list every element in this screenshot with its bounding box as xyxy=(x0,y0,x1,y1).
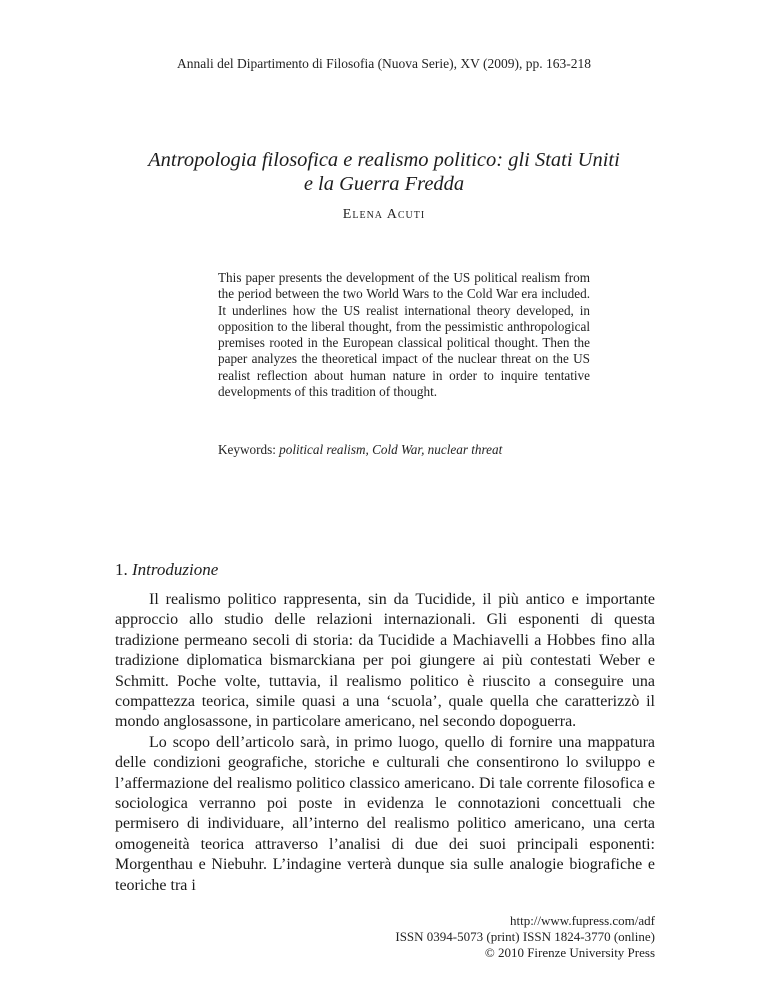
running-head: Annali del Dipartimento di Filosofia (Nuova Serie), XV (2009), pp. 163-218 xyxy=(176,56,592,71)
body-paragraph-1: Il realismo politico rappresenta, sin da Tucidide, il più antico e importante approccio allo studio delle relazioni internazionali. Gli esponenti di questa tradizione permeano secoli di storia: da Tucidide a Machiavelli a Hobbes fino alla tradizione diplomatica bismarckiana per poi giungere ai più contestati Weber e Schmitt. Poche volte, tuttavia, il realismo politico è riuscito a conseguire una compattezza teorica, simile quasi a una ‘scuola’, quale quella che caratterizzò il mondo anglosassone, in particolare americano, nel secondo dopoguerra. xyxy=(115,591,655,731)
footer-issn: ISSN 0394-5073 (print) ISSN 1824-3770 (online) xyxy=(395,929,655,944)
section-title: Introduzione xyxy=(132,560,219,579)
article-title-line-2: e la Guerra Fredda xyxy=(303,173,465,195)
publisher-footer xyxy=(300,913,655,961)
keywords-label: Keywords: xyxy=(218,442,276,457)
keywords xyxy=(218,442,590,458)
footer-url: http://www.fupress.com/adf xyxy=(509,913,655,928)
footer-copyright: © 2010 Firenze University Press xyxy=(484,945,655,960)
article-title-line-1: Antropologia filosofica e realismo politico: gli Stati Uniti xyxy=(148,149,620,171)
abstract-text: This paper presents the development of the US political realism from the period between the two World Wars to the Cold War era included. It underlines how the US realist international theory developed, in opposition to the liberal thought, from the pessimistic anthropological premises rooted in the European classical political thought. Then the paper analyzes the theoretical impact of the nuclear threat on the US realist reflection about human nature in order to inquire tentative developments of this tradition of thought. xyxy=(218,270,590,400)
body-paragraph-2: Lo scopo dell’articolo sarà, in primo luogo, quello di fornire una mappatura delle condizioni geografiche, storiche e culturali che consentirono lo sviluppo e l’affermazione del realismo politico classico americano. Di tale corrente filosofica e sociologica verranno poi poste in evidenza le connotazioni concettuali che permisero di individuare, all’interno del realismo politico americano, una certa omogeneità teorica attraverso l’analisi di due dei suoi principali esponenti: Morgenthau e Niebuhr. L’indagine verterà dunque sia sulle analogie biografiche e teoriche tra i xyxy=(115,733,655,894)
body-text xyxy=(115,590,655,896)
author-name: Elena Acuti xyxy=(342,207,426,222)
keywords-values: political realism, Cold War, nuclear threat xyxy=(279,442,503,457)
article-title xyxy=(120,148,648,196)
section-heading xyxy=(115,560,218,580)
section-number: 1. xyxy=(115,560,128,579)
